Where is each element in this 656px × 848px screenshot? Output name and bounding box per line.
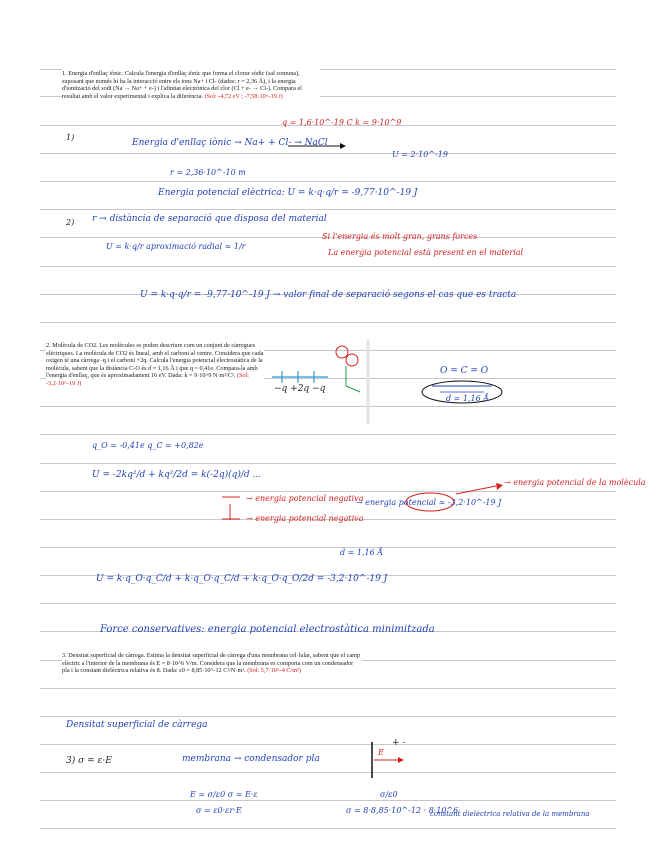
problem-3-statement bbox=[62, 650, 362, 677]
note-dielectric: constant dielèctrica relativa de la membrana bbox=[430, 810, 590, 818]
red-pointer-head bbox=[496, 483, 503, 490]
field-arrow-head bbox=[398, 757, 404, 763]
note-radius: r = 2,36·10^-10 m bbox=[170, 168, 246, 177]
note-sigma-eq: 3) σ = ε·E bbox=[66, 756, 112, 766]
note-red-molecule: → energia potencial de la molècula bbox=[504, 478, 646, 487]
red-pointer bbox=[456, 486, 496, 494]
note-red-pot-1: → energia potencial negativa bbox=[246, 494, 364, 503]
molecule-ring-2 bbox=[346, 354, 358, 366]
note-ionic-bond: Energia d'enllaç iònic → Na+ + Cl- → NaCl bbox=[132, 138, 328, 148]
problem-2-text: 2. Molècula de CO2. Les molècules es poden descriure com un conjunt de càrregues elèctriques. La molècula de CO2 és lineal, amb el carboni al centre. Considera que cada oxigen té una càrrega -q i el carboni +2q. Calcula l'energia potencial electrostàtica de la molècula, sabent que la distància C-O és d = 1,16 Å i que q = 0,41e. Compara-la amb l'energia d'enllaç, que és aproximadament 16 eV. Dada: k = 9·10^9 N·m²/C². bbox=[46, 342, 264, 380]
note-red-energy-present: La energia potencial està present en el material bbox=[328, 248, 524, 257]
note-charges-o-c: q_O = -0,41e q_C = +0,82e bbox=[92, 441, 204, 450]
note-sum-energy: U = -2kq²/d + kq²/2d = k(-2q)(q)/d ... bbox=[92, 470, 262, 480]
note-approx: U = k·q/r aproximació radial ≈ 1/r bbox=[106, 242, 246, 251]
problem-3-text: 3. Densitat superficial de càrrega. Estima la densitat superficial de càrrega d'una membrana cel·lular, sabent que el camp elèctric a l'interior de la membrana és E = 8·10^6 V/m. Considera que la membrana es comporta com un condensador pla i la constant dielèctrica relativa és 8. Dada: ε0 = 8,85·10^-12 C²/N·m². bbox=[62, 652, 361, 675]
note-red-pot-2: → energia potencial negativa bbox=[246, 514, 364, 523]
problem-3-answer: (Sol: 5,7·10^-4 C/m²) bbox=[247, 667, 301, 675]
note-conservative-forces: Force conservatives: energia potencial electrostàtica minimitzada bbox=[100, 624, 435, 635]
note-sigma-eps0: σ/ε0 bbox=[380, 790, 398, 799]
diagram-distance: d = 1,16 Å bbox=[446, 394, 490, 403]
problem-1-text: 1. Energia d'enllaç iònic. Calcula l'energia d'enllaç iònic que forma el clorur sòdic (sal comuna), suposant que només hi ha la interacció entre els ions Na+ i Cl- (dades: r = 2,36 Å), i la energia d'ionització del sodi (Na → Na+ + e-) i l'afinitat electrònica del clor (Cl + e- → Cl-). Compara el resultat amb el valor experimental i explica la diferència. bbox=[62, 70, 302, 100]
note-distance-d: d = 1,16 Å bbox=[340, 548, 384, 557]
note-constants: q = 1,6·10^-19 C k = 9·10^9 bbox=[282, 118, 402, 127]
reaction-arrow-head bbox=[340, 143, 346, 149]
note-sigma-value: σ = 8·8,85·10^-12 · 8·10^6 bbox=[346, 806, 459, 815]
note-small-side: U = 2·10^-19 bbox=[392, 150, 448, 159]
note-sigma-eps: σ = ε0·εr·E bbox=[196, 806, 242, 815]
note-final-separation: U = k·q·q/r = -9,77·10^-19 J → valor final de separació segons el cas que es tracta bbox=[140, 290, 517, 300]
label-2: 2) bbox=[66, 218, 75, 227]
label-1: 1) bbox=[66, 133, 75, 142]
capacitor-signs: + - bbox=[392, 738, 406, 748]
problem-2-answer: (Sol: -3,2·10^-19 J) bbox=[46, 372, 250, 387]
molecule-ring-1 bbox=[336, 346, 348, 358]
note-total-energy: U = k·q_O·q_C/d + k·q_O·q_C/d + k·q_O·q_O/2d = -3,2·10^-19 J bbox=[96, 574, 388, 584]
note-red-energy-big: Si l'energia és molt gran, grans forces bbox=[322, 232, 478, 241]
diagram-molecule-label: O = C = O bbox=[440, 366, 489, 376]
note-e-sigma: E = σ/ε0 σ = E·ε bbox=[190, 790, 258, 799]
molecule-branch bbox=[346, 386, 360, 392]
note-separation: r → distància de separació que disposa del material bbox=[92, 214, 327, 224]
note-result-energy: → energia potencial ≈ -3,2·10^-19 J bbox=[356, 498, 502, 507]
problem-1-answer: (Sol: -4,72 eV ; -7,58·10^-19 J) bbox=[204, 92, 283, 100]
note-membrane-capacitor: membrana → condensador pla bbox=[182, 754, 320, 764]
diagram-charges-label: −q +2q −q bbox=[274, 384, 326, 394]
note-surface-density: Densitat superficial de càrrega bbox=[66, 720, 208, 730]
note-potential-energy: Energia potencial elèctrica: U = k·q·q/r = -9,77·10^-19 J bbox=[158, 188, 418, 198]
capacitor-field-label: E bbox=[378, 748, 384, 757]
